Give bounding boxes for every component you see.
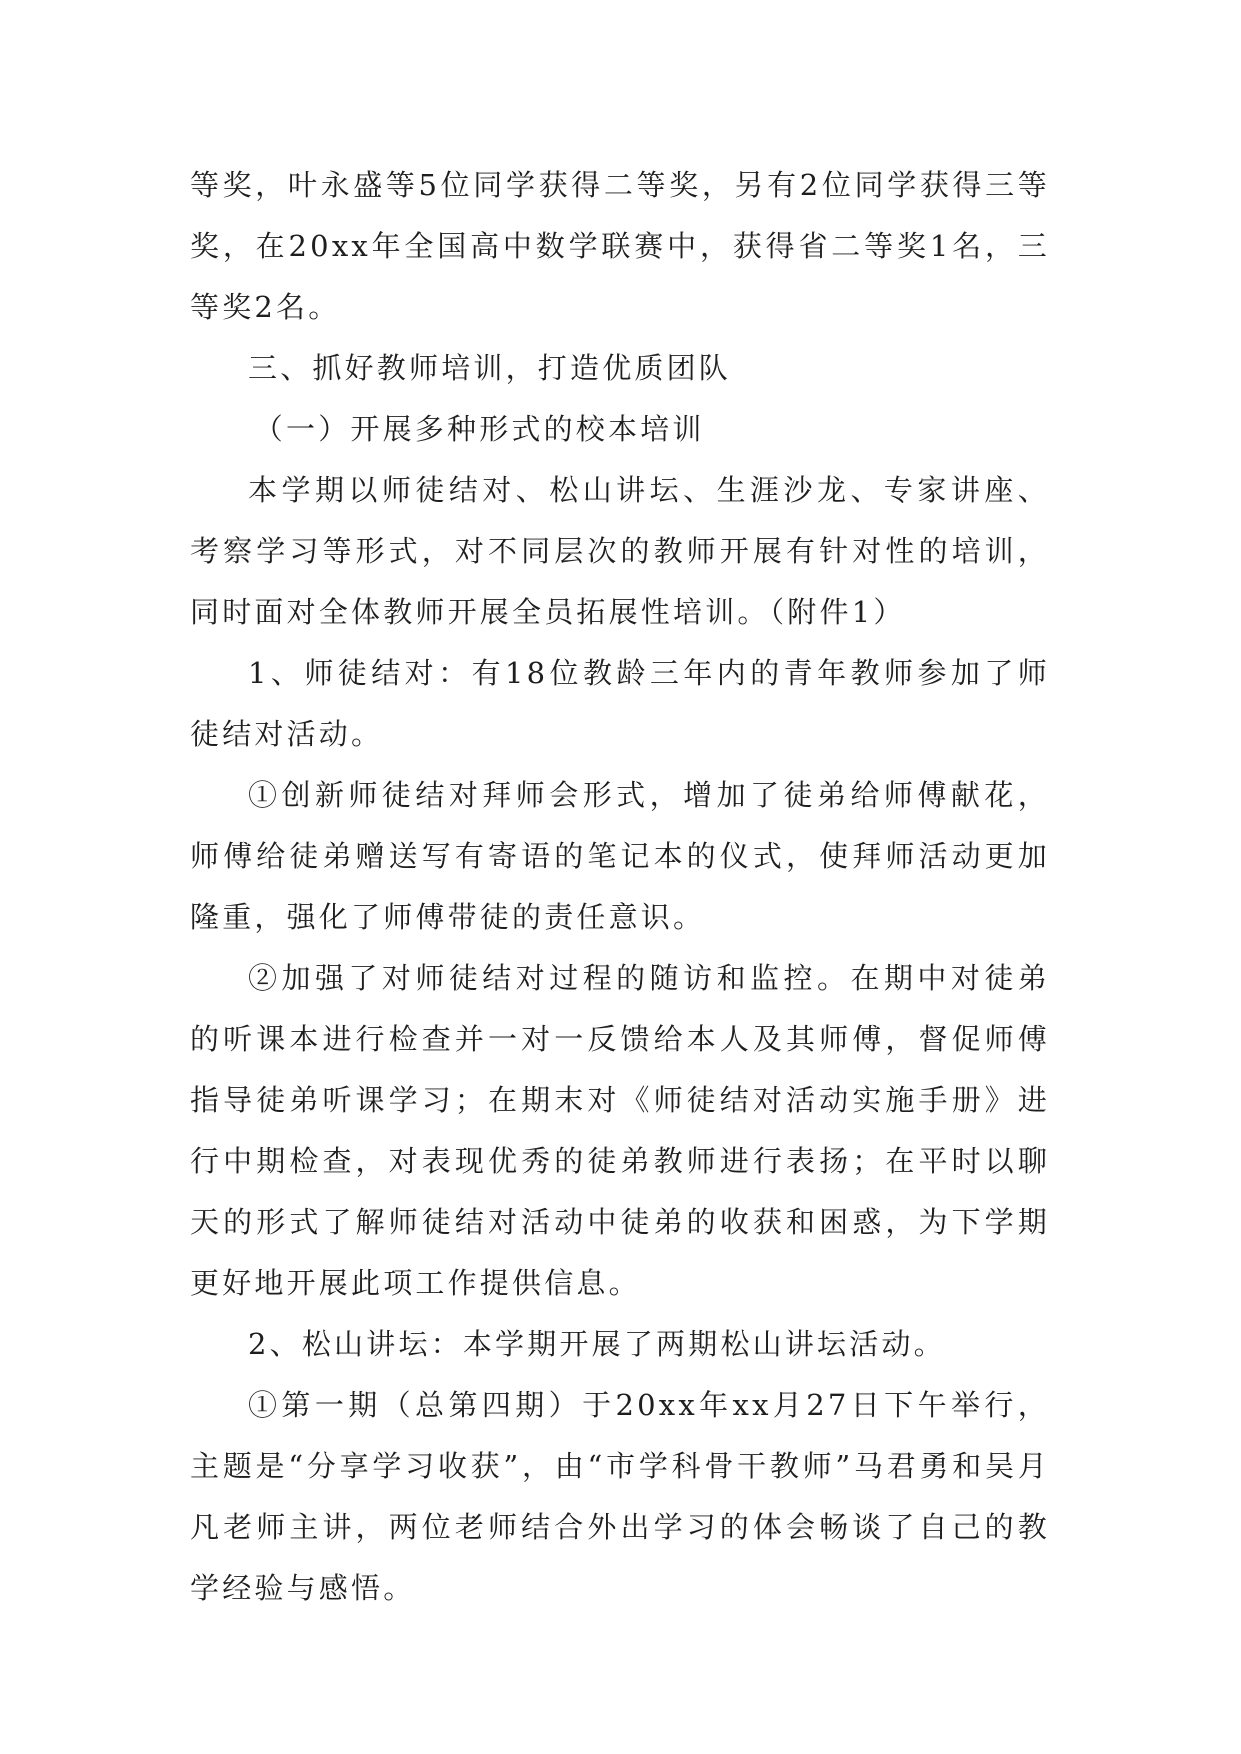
paragraph-training-forms: 本学期以师徒结对、松山讲坛、生涯沙龙、专家讲座、考察学习等形式，对不同层次的教师开展有针对性的培训，同时面对全体教师开展全员拓展性培训。（附件1） bbox=[190, 473, 1050, 629]
document-body bbox=[190, 155, 1050, 1619]
paragraph-forum-session-one: ①第一期（总第四期）于20xx年xx月27日下午举行，主题是“分享学习收获”，由“市学科骨干教师”马君勇和吴月凡老师主讲，两位老师结合外出学习的体会畅谈了自己的教学经验与感悟。 bbox=[190, 1388, 1050, 1605]
subsection-heading-school-training: （一）开展多种形式的校本培训 bbox=[253, 412, 705, 446]
paragraph-awards-continued: 等奖，叶永盛等5位同学获得二等奖，另有2位同学获得三等奖，在20xx年全国高中数学联赛中，获得省二等奖1名，三等奖2名。 bbox=[190, 168, 1050, 324]
paragraph-mentoring: 1、师徒结对：有18位教龄三年内的青年教师参加了师徒结对活动。 bbox=[190, 656, 1050, 751]
section-heading-teacher-training: 三、抓好教师培训，打造优质团队 bbox=[248, 351, 732, 385]
paragraph-songshan-forum: 2、松山讲坛：本学期开展了两期松山讲坛活动。 bbox=[248, 1327, 946, 1361]
paragraph-mentoring-monitoring: ②加强了对师徒结对过程的随访和监控。在期中对徒弟的听课本进行检查并一对一反馈给本人及其师傅，督促师傅指导徒弟听课学习；在期末对《师徒结对活动实施手册》进行中期检查，对表现优秀的徒弟教师进行表扬；在平时以聊天的形式了解师徒结对活动中徒弟的收获和困惑，为下学期更好地开展此项工作提供信息。 bbox=[190, 961, 1050, 1300]
paragraph-mentoring-ceremony: ①创新师徒结对拜师会形式，增加了徒弟给师傅献花，师傅给徒弟赠送写有寄语的笔记本的仪式，使拜师活动更加隆重，强化了师傅带徒的责任意识。 bbox=[190, 778, 1050, 934]
